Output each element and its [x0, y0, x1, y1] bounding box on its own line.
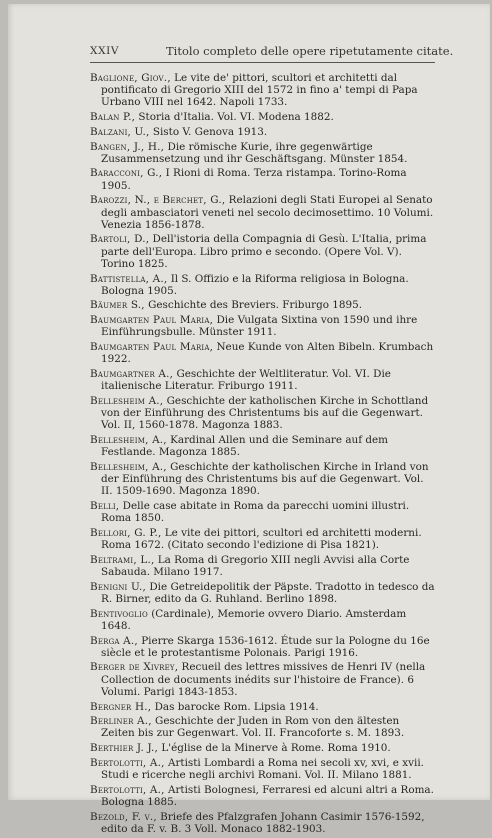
entry-text: Delle case abitate in Roma da parecchi uomini illustri. Roma 1850. — [101, 500, 410, 525]
bibliography-entry — [90, 661, 436, 698]
bibliography-entry — [90, 167, 436, 191]
bibliography-entry — [90, 715, 436, 739]
entry-text: Geschichte der Juden in Rom von den ältesten Zeiten bis zur Gegenwart. Vol. II. Francoforte s. M. 1893. — [101, 715, 405, 740]
entry-text: Die Getreidepolitik der Päpste. Tradotto in tedesco da R. Birner, edito da G. Ruhland. Berlino 1898. — [101, 580, 435, 605]
bibliography-entry — [90, 395, 436, 432]
entry-text: Le vite de' pittori, scultori et architetti dal pontificato di Gregorio XIII del 1572 in fino a' tempi di Papa Urbano VIII nel 1642. Napoli 1733. — [101, 72, 418, 109]
entry-text: Die römische Kurie, ihre gegenwärtige Zusammensetzung und ihr Geschäftsgang. Münster 1854. — [101, 140, 408, 165]
bibliography-entry — [90, 434, 436, 458]
bibliography-entry — [90, 126, 436, 138]
entry-author: Bellesheim A., — [90, 394, 164, 407]
entry-text: (Cardinale), Memorie ovvero Diario. Amsterdam 1648. — [101, 607, 407, 632]
entry-author: Bellesheim, A., — [90, 433, 167, 446]
entry-text: Storia d'Italia. Vol. VI. Modena 1882. — [135, 111, 334, 124]
entry-author: Baglione, Giov., — [90, 72, 171, 84]
entry-text: Sisto V. Genova 1913. — [149, 125, 268, 138]
entry-text: Das barocke Rom. Lipsia 1914. — [151, 700, 319, 713]
entry-author: Bartoli, D., — [90, 233, 150, 246]
entry-author: Bentivoglio — [90, 607, 148, 620]
entry-author: Baumgarten Paul Maria, — [90, 341, 214, 354]
entry-text: Briefe des Pfalzgrafen Johann Casimir 1576-1592, edito da F. v. B. 3 Voll. Monaco 1882-1903. — [101, 810, 425, 835]
entry-author: Bertolotti, A., — [90, 783, 165, 796]
entry-author: Beltrami, L., — [90, 553, 155, 566]
entry-author: Baumgarten Paul Maria, — [90, 314, 214, 327]
bibliography-entry — [90, 581, 436, 605]
entry-text: Dell'istoria della Compagnia di Gesù. L'Italia, prima parte dell'Europa. Libro primo e secondo. (Opere Vol. V). Torino 1825. — [101, 233, 427, 270]
entry-author: Baumgartner A., — [90, 367, 174, 380]
bibliography-entry — [90, 233, 436, 270]
entry-text: Recueil des lettres missives de Henri IV (nella Collection de documents inédits sur l'histoire de France). 6 Volumi. Parigi 1843-1853. — [101, 661, 426, 698]
entry-text: Artisti Bolognesi, Ferraresi ed alcuni altri a Roma. Bologna 1885. — [101, 783, 434, 808]
entry-author: Benigni U., — [90, 580, 147, 593]
bibliography-entry — [90, 784, 436, 808]
bibliography-entry — [90, 368, 436, 392]
entry-text: Geschichte des Breviers. Friburgo 1895. — [144, 299, 363, 312]
entry-author: Bellesheim, A., — [90, 460, 167, 473]
bibliography-entry — [90, 194, 436, 231]
entry-text: Kardinal Allen und die Seminare auf dem Festlande. Magonza 1885. — [101, 433, 389, 459]
entry-text: Geschichte der katholischen Kirche in Irland von der Einführung des Christentums bis auf die Gegenwart. Vol. II. 1509-1690. Magonza 1890. — [101, 460, 429, 498]
entry-text: L'église de la Minerve à Rome. Roma 1910. — [158, 742, 391, 755]
entry-text: Le vite dei pittori, scultori ed architetti moderni. Roma 1672. (Citato secondo l'edizione di Pisa 1821). — [101, 526, 422, 552]
entry-author: Berger de Xivrey, — [90, 661, 179, 674]
entry-text: Neue Kunde von Alten Bibeln. Krumbach 1922. — [101, 341, 434, 366]
entry-author: Bellori, G. P., — [90, 526, 162, 539]
entry-author: Bangen, J., H., — [90, 140, 165, 153]
bibliography-list — [90, 72, 436, 838]
entry-author: Berliner A., — [90, 715, 152, 728]
book-page — [8, 4, 490, 835]
entry-text: I Rioni di Roma. Terza ristampa. Torino-Roma 1905. — [101, 167, 407, 192]
bibliography-entry — [90, 527, 436, 551]
bibliography-entry — [90, 72, 436, 109]
bibliography-entry — [90, 314, 436, 338]
entry-author: Berthier J. J., — [90, 742, 159, 755]
bibliography-entry — [90, 554, 436, 578]
entry-author: Battistella, A., — [90, 272, 168, 285]
header-rule — [90, 62, 435, 63]
bibliography-entry — [90, 608, 436, 632]
entry-text: Geschichte der katholischen Kirche in Schottland von der Einführung des Christentums bis auf die Gegenwart. Vol. II, 1560-1878. Magonza 1883. — [101, 394, 429, 432]
entry-author: Bertolotti, A., — [90, 756, 165, 769]
bibliography-entry — [90, 141, 436, 165]
bibliography-entry — [90, 341, 436, 365]
entry-text: Pierre Skarga 1536-1612. Étude sur la Pologne du 16e siècle et le protestantisme Polonais. Parigi 1916. — [101, 634, 430, 659]
entry-text: Artisti Lombardi a Roma nei secoli xv, xvi, e xvii. Studi e ricerche negli archivi Romani. Vol. II. Milano 1881. — [101, 756, 424, 782]
entry-author: Balan P., — [90, 111, 136, 124]
bibliography-entry — [90, 701, 436, 713]
entry-author: Barozzi, N., e Berchet, G., — [90, 194, 226, 207]
entry-author: Belli, — [90, 500, 120, 512]
bibliography-entry — [90, 635, 436, 659]
entry-text: Die Vulgata Sixtina von 1590 und ihre Einführungsbulle. Münster 1911. — [101, 314, 418, 339]
bibliography-entry — [90, 500, 436, 524]
bibliography-entry — [90, 299, 436, 311]
entry-author: Baracconi, G., — [90, 167, 163, 180]
entry-text: Relazioni degli Stati Europei al Senato degli ambasciatori veneti nel secolo decimosettimo. 10 Volumi. Venezia 1856-1878. — [101, 194, 434, 231]
entry-author: Balzani, U., — [90, 125, 150, 138]
bibliography-entry — [90, 111, 436, 123]
entry-author: Bergner H., — [90, 700, 152, 713]
bibliography-entry — [90, 742, 436, 754]
bibliography-entry — [90, 757, 436, 781]
page-number: XXIV — [90, 45, 120, 57]
bibliography-entry — [90, 811, 436, 835]
entry-author: Bezold, F. v., — [90, 810, 157, 823]
entry-text: Geschichte der Weltliteratur. Vol. VI. Die italienische Literatur. Friburgo 1911. — [101, 367, 391, 393]
running-title: Titolo completo delle opere ripetutamente citate. — [166, 44, 454, 58]
entry-text: La Roma di Gregorio XIII negli Avvisi alla Corte Sabauda. Milano 1917. — [101, 553, 410, 579]
bibliography-entry — [90, 461, 436, 498]
bibliography-entry — [90, 273, 436, 297]
entry-author: Berga A., — [90, 634, 138, 647]
entry-text: Il S. Offizio e la Riforma religiosa in Bologna. Bologna 1905. — [101, 272, 409, 297]
entry-author: Bäumer S., — [90, 299, 145, 312]
